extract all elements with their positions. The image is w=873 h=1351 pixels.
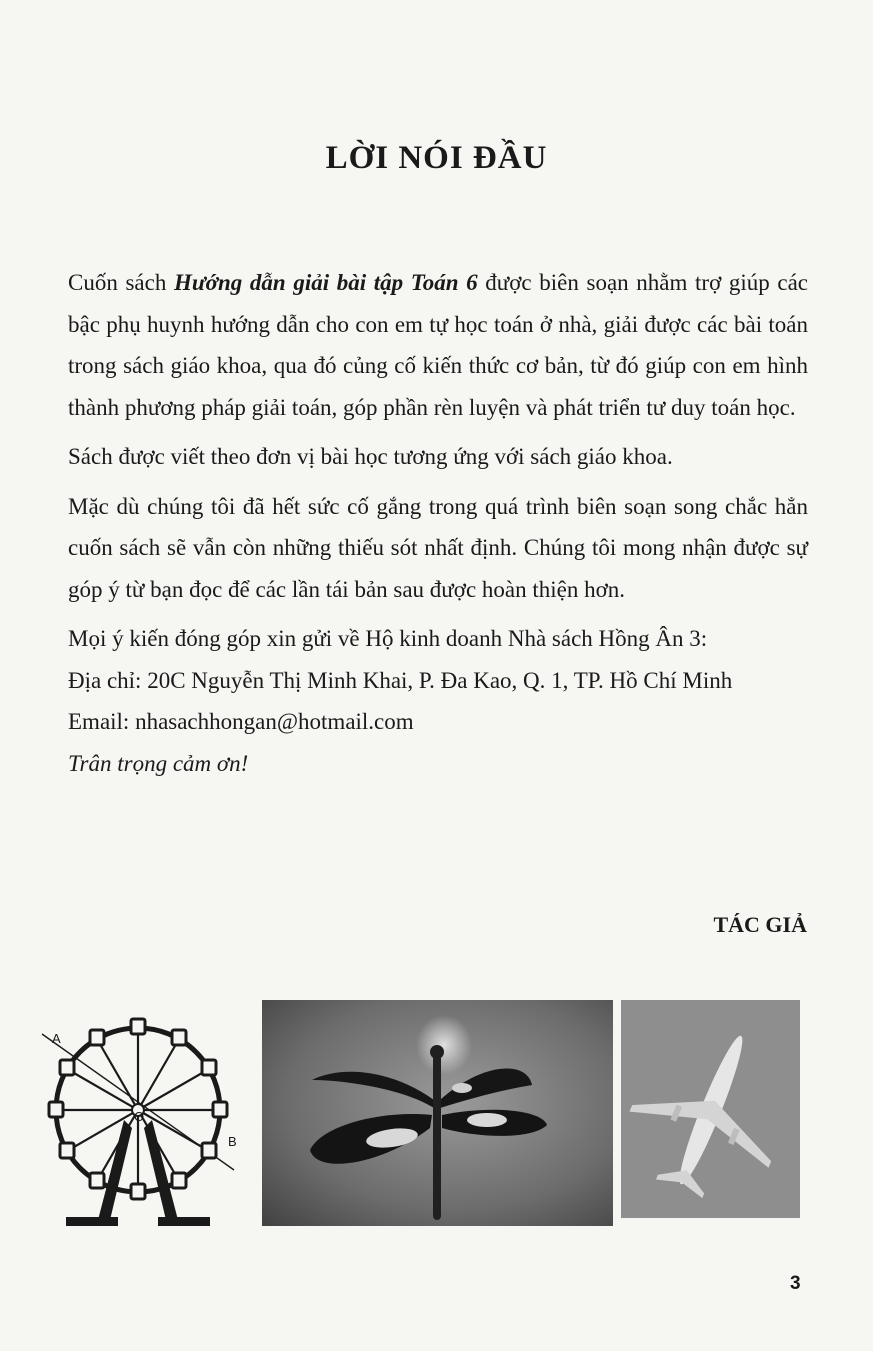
contact-intro: Mọi ý kiến đóng góp xin gửi về Hộ kinh doanh Nhà sách Hồng Ân 3: [68, 626, 708, 651]
intro-prefix: Cuốn sách [68, 270, 174, 295]
book-title: Hướng dẫn giải bài tập Toán 6 [173, 270, 478, 295]
ferris-wheel-illustration [38, 1010, 248, 1235]
address-line: Địa chỉ: 20C Nguyễn Thị Minh Khai, P. Đa Kao, Q. 1, TP. Hồ Chí Minh [68, 667, 733, 693]
thanks-line: Trân trọng cảm ơn! [68, 750, 249, 776]
wheel-label-o: O [134, 1109, 145, 1124]
page-title: LỜI NÓI ĐẦU [325, 140, 548, 176]
email-line: Email: nhasachhongan@hotmail.com [68, 709, 414, 734]
foreword-body [68, 262, 808, 784]
structure-paragraph: Sách được viết theo đơn vị bài học tương ứng với sách giáo khoa. [68, 444, 673, 469]
wheel-label-b: B [228, 1134, 237, 1149]
intro-paragraph [68, 262, 808, 428]
airplane-photo [621, 1000, 800, 1218]
page-number: 3 [790, 1273, 801, 1294]
intro-rest: được biên soạn nhằm trợ giúp các bậc phụ huynh hướng dẫn cho con em tự học toán ở nhà, giải được các bài toán trong sách giáo khoa, qua đó củng cố kiến thức cơ bản, từ đó giúp con em hình thành phương pháp giải toán, góp phần rèn luyện và phát triển tư duy toán học. [68, 270, 809, 420]
author-signature: TÁC GIẢ [713, 912, 807, 937]
apology-paragraph: Mặc dù chúng tôi đã hết sức cố gắng trong quá trình biên soạn song chắc hẳn cuốn sách sẽ vẫn còn những thiếu sót nhất định. Chúng tôi mong nhận được sự góp ý từ bạn đọc để các lần tái bản sau được hoàn thiện hơn. [68, 493, 808, 602]
dragonfly-photo [262, 1000, 613, 1226]
wheel-label-a: A [52, 1031, 61, 1046]
